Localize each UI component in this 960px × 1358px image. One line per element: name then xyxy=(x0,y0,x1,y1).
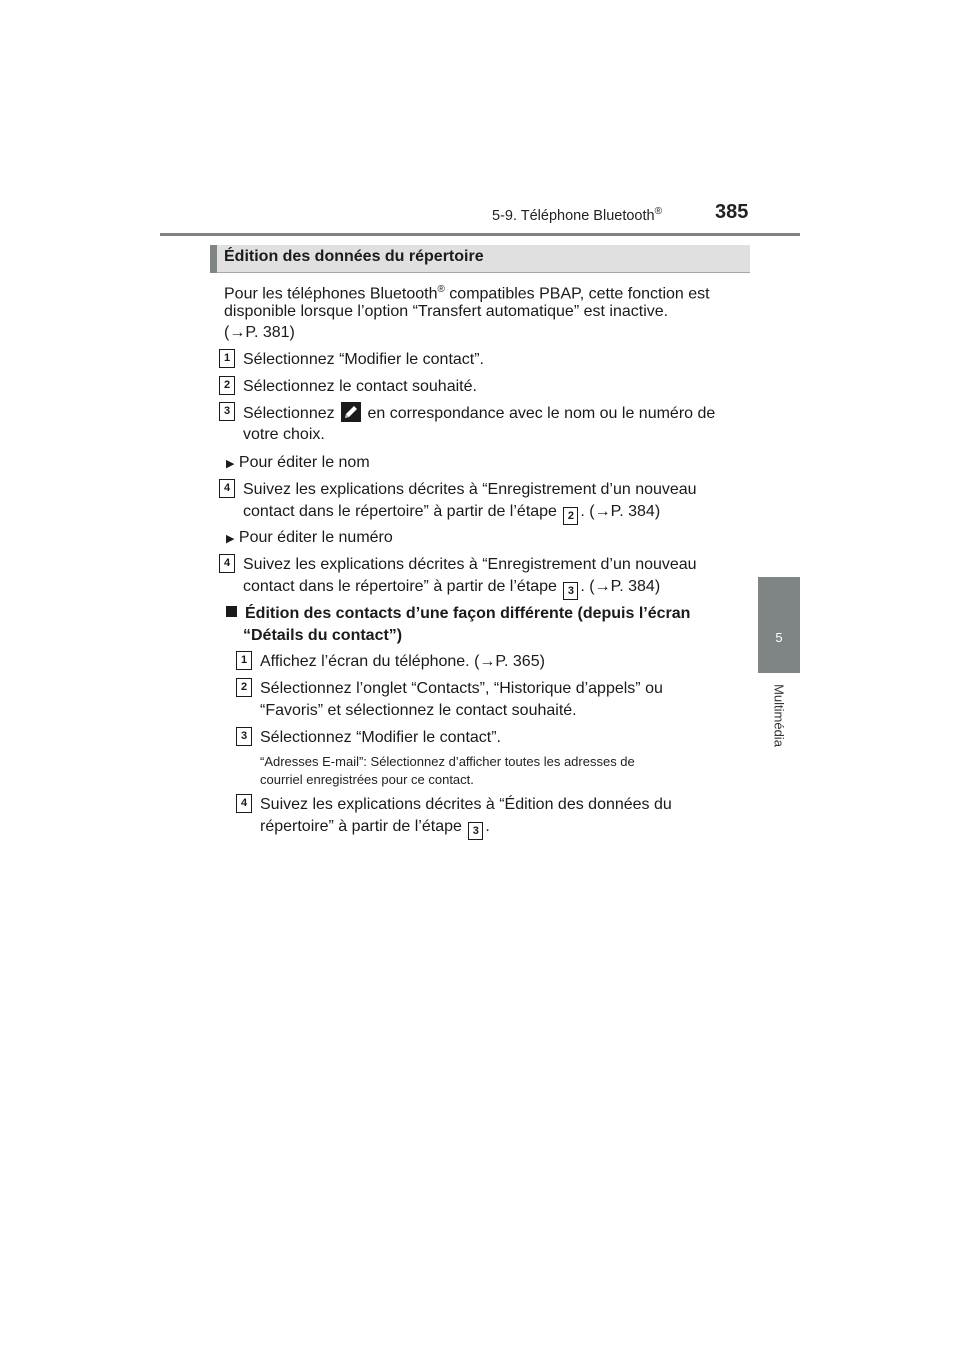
step-text-cont: votre choix. xyxy=(243,426,325,443)
step-badge: 3 xyxy=(236,727,252,746)
step-badge: 2 xyxy=(219,376,235,395)
intro-text-a: Pour les téléphones Bluetooth xyxy=(224,285,438,303)
edit-number-line-2 xyxy=(243,576,660,600)
step-ref-badge: 3 xyxy=(563,582,578,600)
alt-step-text-cont-a: répertoire” à partir de l’étape xyxy=(260,818,467,835)
header-rule xyxy=(160,233,800,236)
edit-number-line-2b: . (→P. 384) xyxy=(580,578,661,595)
step-badge: 4 xyxy=(236,794,252,813)
step-text-a: Sélectionnez xyxy=(243,405,340,422)
alt-step-text-cont xyxy=(260,816,490,840)
section-heading-bar xyxy=(210,245,217,273)
intro-line-3: (→P. 381) xyxy=(224,324,295,341)
section-title-text: 5-9. Téléphone Bluetooth xyxy=(492,207,655,224)
intro-text-b: compatibles PBAP, cette fonction est xyxy=(444,285,710,303)
intro-registered-mark: ® xyxy=(437,284,445,295)
alt-step-text: Suivez les explications décrites à “Édition des données du xyxy=(260,796,672,813)
chapter-tab xyxy=(758,577,800,673)
step-text xyxy=(243,402,745,425)
triangle-bullet-icon: ▶ xyxy=(226,458,235,470)
step-ref-badge: 3 xyxy=(468,822,483,840)
alt-section-title-2: “Détails du contact”) xyxy=(243,627,403,644)
edit-number-title-text: Pour éditer le numéro xyxy=(238,529,393,546)
edit-name-line-2b: . (→P. 384) xyxy=(580,503,661,520)
pencil-icon xyxy=(341,402,361,422)
step-badge: 4 xyxy=(219,554,235,573)
triangle-bullet-icon: ▶ xyxy=(226,533,235,545)
step-text: Sélectionnez “Modifier le contact”. xyxy=(243,351,484,368)
step-badge: 4 xyxy=(219,479,235,498)
note-line-1: “Adresses E-mail”: Sélectionnez d’afficher toutes les adresses de xyxy=(260,754,635,769)
step-text: Sélectionnez le contact souhaité. xyxy=(243,378,477,395)
page-number: 385 xyxy=(715,201,749,223)
alt-section-title-1-text: Édition des contacts d’une façon différente (depuis l’écran xyxy=(245,605,691,622)
registered-mark: ® xyxy=(654,206,662,217)
edit-name-line-1: Suivez les explications décrites à “Enregistrement d’un nouveau xyxy=(243,481,697,498)
step-badge: 2 xyxy=(236,678,252,697)
square-bullet-icon xyxy=(226,606,237,617)
edit-number-line-1: Suivez les explications décrites à “Enregistrement d’un nouveau xyxy=(243,556,697,573)
alt-step-text-cont-b: . xyxy=(485,818,490,835)
step-badge: 1 xyxy=(236,651,252,670)
intro-line-2: disponible lorsque l’option “Transfert automatique” est inactive. xyxy=(224,303,669,320)
chapter-label: Multimédia xyxy=(771,684,787,747)
section-heading: Édition des données du répertoire xyxy=(224,248,484,265)
chapter-number: 5 xyxy=(775,630,783,645)
edit-name-line-2 xyxy=(243,501,660,525)
section-title xyxy=(492,206,662,224)
alt-step-text-cont: “Favoris” et sélectionnez le contact souhaité. xyxy=(260,702,577,719)
note-line-2: courriel enregistrées pour ce contact. xyxy=(260,772,474,787)
alt-step-text: Sélectionnez l’onglet “Contacts”, “Historique d’appels” ou xyxy=(260,680,663,697)
alt-section-title-1 xyxy=(226,603,745,625)
alt-step-text: Sélectionnez “Modifier le contact”. xyxy=(260,729,501,746)
edit-name-title xyxy=(226,452,370,475)
edit-name-line-2a: contact dans le répertoire” à partir de l’étape xyxy=(243,503,562,520)
alt-step-text: Affichez l’écran du téléphone. (→P. 365) xyxy=(260,653,545,670)
edit-name-title-text: Pour éditer le nom xyxy=(238,454,370,471)
step-badge: 3 xyxy=(219,402,235,421)
edit-number-title xyxy=(226,527,393,550)
step-ref-badge: 2 xyxy=(563,507,578,525)
edit-number-line-2a: contact dans le répertoire” à partir de l’étape xyxy=(243,578,562,595)
step-badge: 1 xyxy=(219,349,235,368)
step-text-b: en correspondance avec le nom ou le numéro de xyxy=(363,405,716,422)
